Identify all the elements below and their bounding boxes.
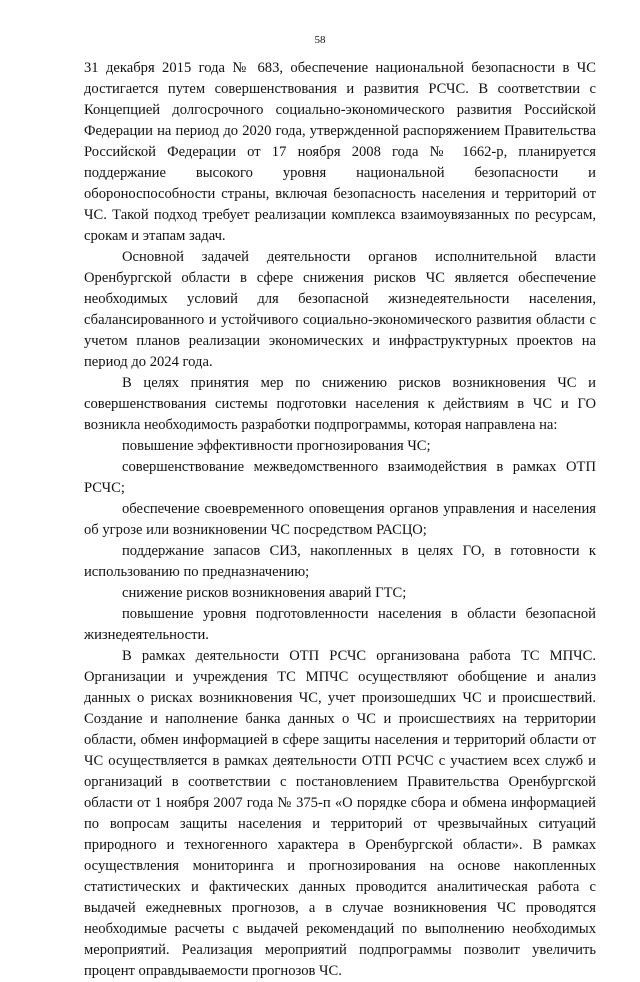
list-item-warning: обеспечение своевременного оповещения органов управления и населения об угрозе или возникновении ЧС посредством РАСЦО; — [84, 501, 596, 538]
document-body — [84, 58, 596, 982]
paragraph-ts-mpchs: В рамках деятельности ОТП РСЧС организована работа ТС МПЧС. Организации и учреждения ТС МПЧС осуществляют обобщение и анализ данных о рисках возникновения ЧС, учет произошедших ЧС и происшествий. Создание и наполнение банка данных о ЧС и происшествиях на территории области, обмен информацией в сфере защиты населения и территорий области от ЧС осуществляется в рамках деятельности ОТП РСЧС с участием всех служб и организаций в соответствии с постановлением Правительства Оренбургской области от 1 ноября 2007 года № 375-п «О порядке сбора и обмена информацией по вопросам защиты населения и территорий от чрезвычайных ситуаций природного и техногенного характера в Оренбургской области». В рамках осуществления мониторинга и прогнозирования на основе накопленных статистических и фактических данных проводится аналитическая работа с выдачей ежедневных прогнозов, а в случае возникновения ЧС проводятся необходимые расчеты с выдачей рекомендаций по выполнению необходимых мероприятий. Реализация мероприятий подпрограммы позволит увеличить процент оправдываемости прогнозов ЧС. — [84, 648, 596, 979]
page-number: 58 — [314, 34, 326, 46]
list-item-gts-risks: снижение рисков возникновения аварий ГТС; — [122, 585, 407, 601]
list-item-interaction: совершенствование межведомственного взаимодействия в рамках ОТП РСЧС; — [84, 459, 596, 496]
list-item-siz-stocks: поддержание запасов СИЗ, накопленных в целях ГО, в готовности к использованию по предназначению; — [84, 543, 596, 580]
list-item-forecasting: повышение эффективности прогнозирования ЧС; — [122, 438, 431, 454]
paragraph-main-task: Основной задачей деятельности органов исполнительной власти Оренбургской области в сфере снижения рисков ЧС является обеспечение необходимых условий для безопасной жизнедеятельности населения, сбалансированного и устойчивого социально-экономического развития области с учетом планов реализации экономических и инфраструктурных проектов на период до 2024 года. — [84, 249, 596, 370]
paragraph-subprogram-aims: В целях принятия мер по снижению рисков возникновения ЧС и совершенствования системы подготовки населения к действиям в ЧС и ГО возникла необходимость разработки подпрограммы, которая направлена на: — [84, 375, 596, 433]
paragraph-continuation: 31 декабря 2015 года № 683, обеспечение национальной безопасности в ЧС достигается путем совершенствования и развития РСЧС. В соответствии с Концепцией долгосрочного социально-экономического развития Российской Федерации на период до 2020 года, утвержденной распоряжением Правительства Российской Федерации от 17 ноября 2008 года № 1662-р, планируется поддержание высокого уровня национальной безопасности и обороноспособности страны, включая безопасность населения и территорий от ЧС. Такой подход требует реализации комплекса взаимоувязанных по ресурсам, срокам и этапам задач. — [84, 60, 596, 244]
list-item-population-training: повышение уровня подготовленности населения в области безопасной жизнедеятельности. — [84, 606, 596, 643]
